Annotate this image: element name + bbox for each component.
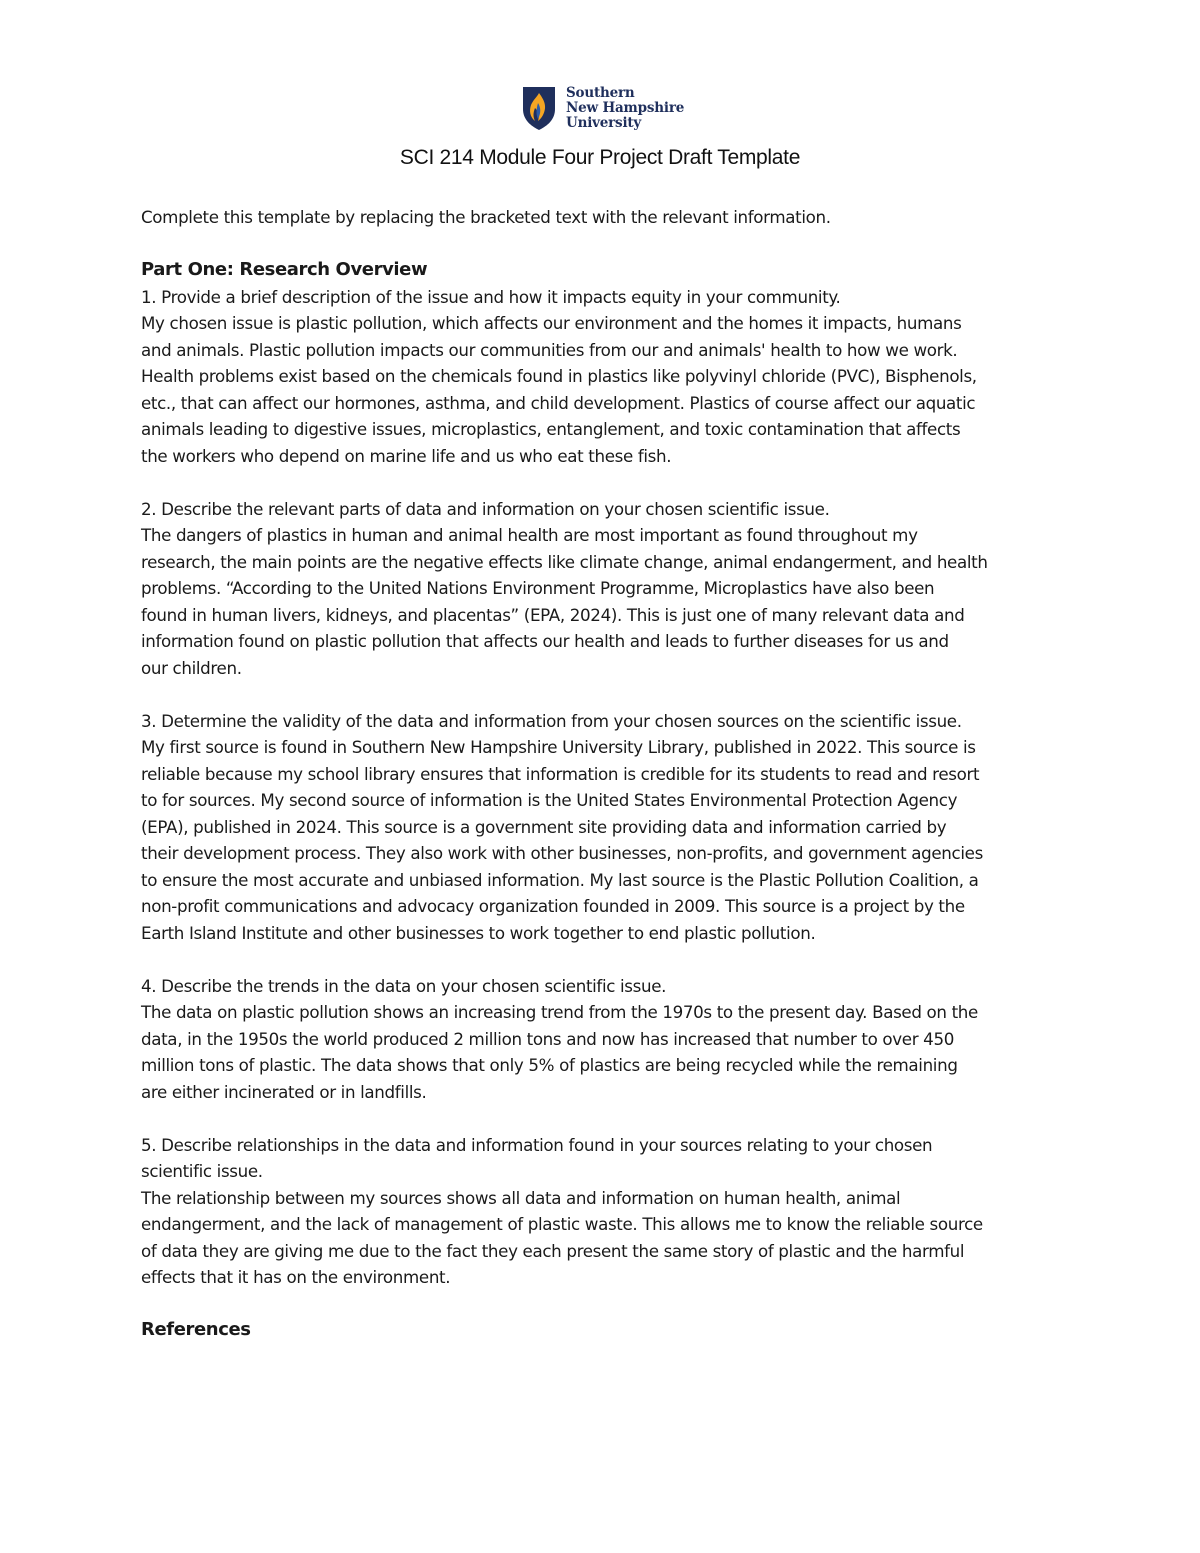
shield-flame-icon — [521, 85, 557, 131]
answer-1-line: Health problems exist based on the chemicals found in plastics like polyvinyl chloride (PVC), Bisphenols, — [141, 366, 977, 386]
instructions: Complete this template by replacing the bracketed text with the relevant information. — [141, 207, 831, 227]
answer-2-line: The dangers of plastics in human and animal health are most important as found throughout my — [141, 525, 918, 545]
answer-1-line: and animals. Plastic pollution impacts our communities from our and animals' health to how we work. — [141, 339, 958, 360]
answer-3-line: their development process. They also work with other businesses, non-profits, and government agencies — [141, 843, 983, 863]
question-1: 1. Provide a brief description of the issue and how it impacts equity in your community. — [141, 286, 841, 307]
logo-line-2: New Hampshire — [566, 99, 685, 116]
answer-3-line: reliable because my school library ensures that information is credible for its students to read and resort — [141, 763, 980, 784]
answer-2-line: research, the main points are the negative effects like climate change, animal endangerment, and health — [141, 551, 988, 572]
answer-3-line: non-profit communications and advocacy organization founded in 2009. This source is a project by the — [141, 896, 965, 916]
logo-line-1: Southern — [566, 84, 635, 101]
answer-2-line: found in human livers, kidneys, and placentas” (EPA, 2024). This is just one of many relevant data and — [141, 604, 965, 625]
answer-4-line: million tons of plastic. The data shows that only 5% of plastics are being recycled while the remaining — [141, 1055, 958, 1075]
question-5: 5. Describe relationships in the data and information found in your sources relating to your chosen — [141, 1134, 933, 1155]
answer-4-line: data, in the 1950s the world produced 2 million tons and now has increased that number to over 450 — [141, 1028, 954, 1049]
answer-4-line: The data on plastic pollution shows an increasing trend from the 1970s to the present day. Based on the — [141, 1002, 978, 1022]
question-3: 3. Determine the validity of the data and information from your chosen sources on the scientific issue. — [141, 710, 962, 731]
answer-2-line: our children. — [141, 657, 242, 678]
question-5: scientific issue. — [141, 1161, 263, 1181]
answer-1-line: etc., that can affect our hormones, asthma, and child development. Plastics of course affect our aquatic — [141, 392, 976, 413]
references-heading: References — [141, 1319, 251, 1340]
answer-2-line: information found on plastic pollution that affects our health and leads to further diseases for us and — [141, 631, 949, 651]
answer-5-line: endangerment, and the lack of management of plastic waste. This allows me to know the reliable source — [141, 1214, 983, 1234]
answer-5-line: effects that it has on the environment. — [141, 1267, 451, 1287]
answer-5-line: The relationship between my sources shows all data and information on human health, animal — [141, 1187, 901, 1208]
document-title: SCI 214 Module Four Project Draft Template — [399, 146, 801, 169]
answer-2-line: problems. “According to the United Nations Environment Programme, Microplastics have also been — [141, 578, 935, 598]
answer-1-line: animals leading to digestive issues, microplastics, entanglement, and toxic contamination that affects — [141, 419, 961, 439]
answer-1-line: My chosen issue is plastic pollution, which affects our environment and the homes it impacts, humans — [141, 313, 962, 333]
answer-3-line: (EPA), published in 2024. This source is a government site providing data and information carried by — [141, 816, 947, 837]
question-4: 4. Describe the trends in the data on your chosen scientific issue. — [141, 975, 667, 996]
question-2: 2. Describe the relevant parts of data and information on your chosen scientific issue. — [141, 498, 830, 519]
answer-4-line: are either incinerated or in landfills. — [141, 1081, 427, 1102]
answer-1-line: the workers who depend on marine life and us who eat these fish. — [141, 445, 672, 466]
logo-line-3: University — [566, 114, 642, 131]
answer-3-line: Earth Island Institute and other businesses to work together to end plastic pollution. — [141, 922, 816, 943]
answer-3-line: to for sources. My second source of information is the United States Environmental Protection Agency — [141, 790, 958, 810]
answer-3-line: to ensure the most accurate and unbiased information. My last source is the Plastic Pollution Coalition, a — [141, 869, 979, 890]
university-logo — [521, 84, 684, 132]
answer-5-line: of data they are giving me due to the fact they each present the same story of plastic and the harmful — [141, 1240, 965, 1261]
document-body — [141, 204, 1071, 1344]
section-heading: Part One: Research Overview — [141, 259, 428, 280]
answer-3-line: My first source is found in Southern New Hampshire University Library, published in 2022. This source is — [141, 737, 976, 757]
university-name — [566, 86, 684, 131]
